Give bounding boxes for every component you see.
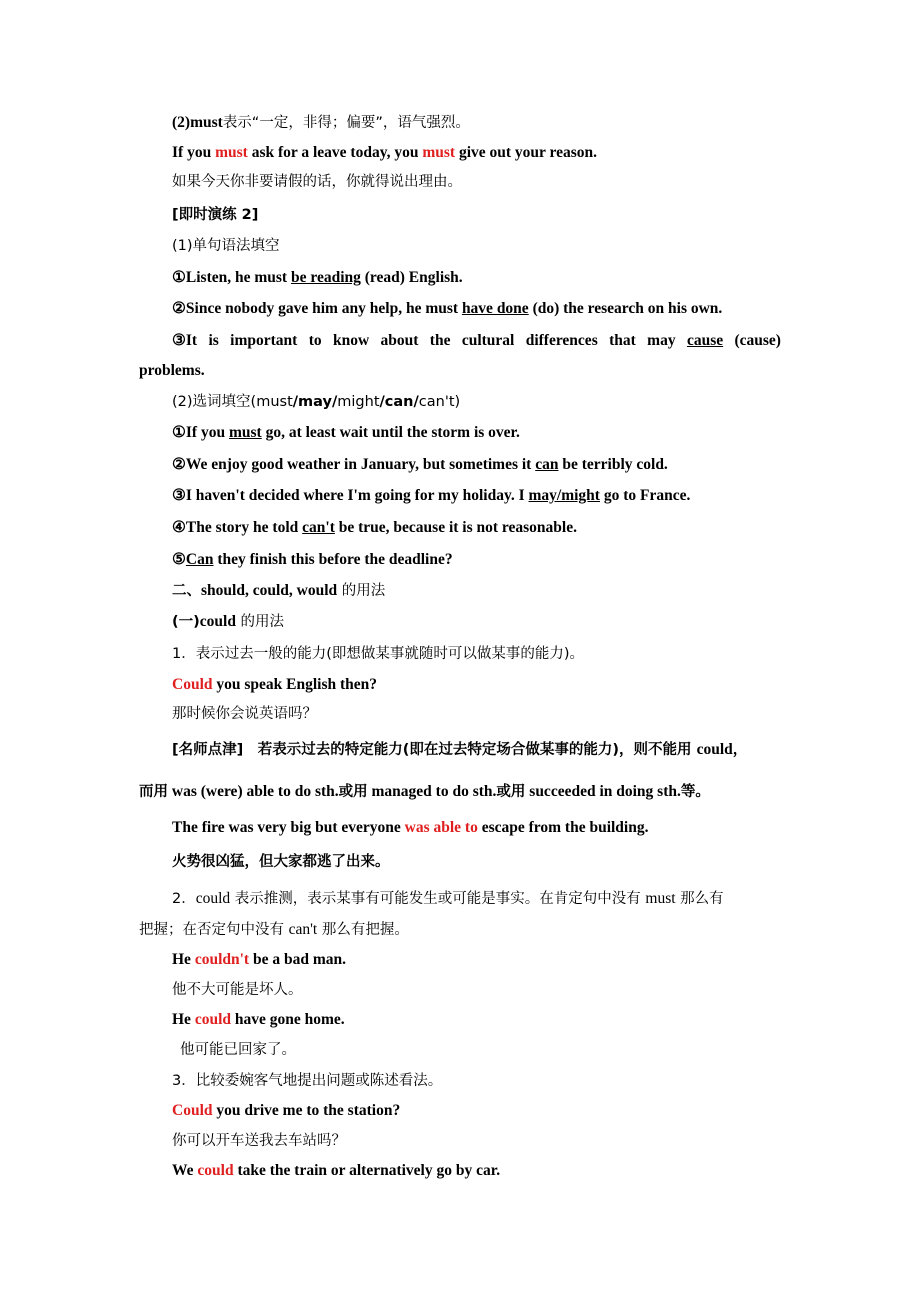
could-point-2-cont: 把握；在否定句中没有 can't 那么有把握。	[139, 921, 409, 938]
answer-2: have done	[461, 300, 529, 317]
could-subheading: (一)could 的用法	[172, 613, 285, 630]
drill-question-3: ③It is important to know about the cultural differences that may cause (cause)	[172, 332, 781, 349]
could-point-1: 1．表示过去一般的能力(即想做某事就随时可以做某事的能力)。	[172, 646, 585, 662]
teacher-tip: [名师点津] 若表示过去的特定能力(即在过去特定场合做某事的能力)，则不能用 could，	[172, 741, 748, 758]
drill-question-1: ①Listen, he must be reading (read) English.	[172, 269, 463, 286]
example-sentence-must: If you must ask for a leave today, you must give out your reason.	[172, 144, 598, 161]
could-example-4: He could have gone home.	[172, 1011, 345, 1028]
drill-part1-title: (1)单句语法填空	[172, 238, 280, 254]
drill-choice-2: ②We enjoy good weather in January, but sometimes it can be terribly cold.	[172, 456, 668, 473]
drill-question-2: ②Since nobody gave him any help, he must have done (do) the research on his own.	[172, 300, 723, 317]
example-translation-must: 如果今天你非要请假的话，你就得说出理由。	[172, 174, 462, 190]
could-point-2: 2．could 表示推测，表示某事有可能发生或可能是事实。在肯定句中没有 must 那么有	[172, 890, 724, 907]
could-example-4-translation: 他可能已回家了。	[180, 1042, 296, 1058]
could-example-5-translation: 你可以开车送我去车站吗？	[172, 1133, 346, 1149]
drill-question-3-cont: problems.	[139, 362, 205, 379]
answer-1: be reading	[290, 269, 361, 286]
could-example-2-translation: 火势很凶猛，但大家都逃了出来。	[172, 854, 390, 870]
drill-choice-1: ①If you must go, at least wait until the storm is over.	[172, 424, 520, 441]
drill-choice-5: ⑤Can they finish this before the deadline?	[172, 551, 453, 568]
drill-title: [即时演练 2]	[172, 207, 259, 223]
must-usage-2-line: (2)must表示“一定，非得；偏要”，语气强烈。	[172, 114, 470, 131]
answer-3: cause	[686, 332, 724, 349]
could-example-6: We could take the train or alternatively go by car.	[172, 1162, 501, 1179]
teacher-tip-cont: 而用 was (were) able to do sth.或用 managed to do sth.或用 succeeded in doing sth.等。	[139, 783, 710, 800]
could-point-3: 3．比较委婉客气地提出问题或陈述看法。	[172, 1073, 443, 1089]
drill-choice-4: ④The story he told can't be true, because it is not reasonable.	[172, 519, 577, 536]
could-example-3: He couldn't be a bad man.	[172, 951, 346, 968]
could-example-1-translation: 那时候你会说英语吗？	[172, 706, 317, 722]
drill-part2-title: (2)选词填空(must/may/might/can/can't)	[172, 394, 461, 410]
could-example-3-translation: 他不大可能是坏人。	[172, 982, 303, 998]
could-example-1: Could you speak English then?	[172, 676, 378, 693]
drill-choice-3: ③I haven't decided where I'm going for my holiday. I may/might go to France.	[172, 487, 691, 504]
could-example-5: Could you drive me to the station?	[172, 1102, 401, 1119]
could-example-2: The fire was very big but everyone was able to escape from the building.	[172, 819, 649, 836]
section-2-heading: 二、should, could, would 的用法	[172, 582, 386, 599]
